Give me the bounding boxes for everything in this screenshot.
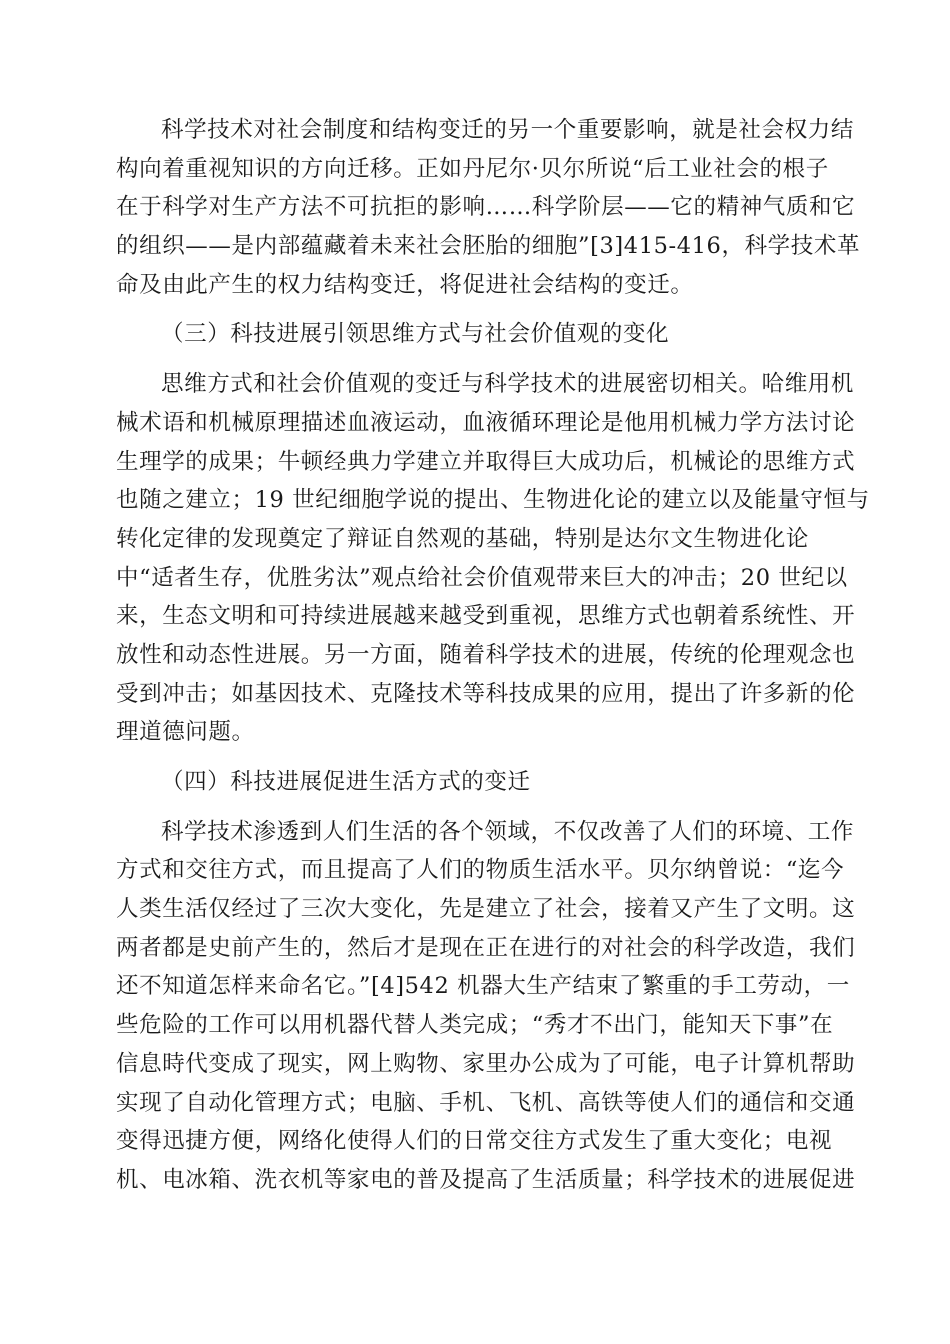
text-line: 还不知道怎样来命名它。”[4]542 机器大生产结束了繁重的手工劳动，一 — [116, 973, 850, 1000]
text-line: 转化定律的发现奠定了辩证自然观的基础，特别是达尔文生物进化论 — [116, 525, 810, 552]
section-heading-3: （三）科技进展引领思维方式与社会价值观的变化 — [161, 321, 670, 348]
text-line: 科学技术渗透到人们生活的各个领域，不仅改善了人们的环境、工作 — [161, 818, 855, 845]
text-line: 思维方式和社会价值观的变迁与科学技术的进展密切相关。哈维用机 — [161, 371, 855, 398]
text-line: 受到冲击；如基因技术、克隆技术等科技成果的应用，提出了许多新的伦 — [116, 680, 856, 707]
text-line: 科学技术对社会制度和结构变迁的另一个重要影响，就是社会权力结 — [161, 117, 855, 143]
text-line: 也随之建立；19 世纪细胞学说的提出、生物进化论的建立以及能量守恒与 — [116, 487, 870, 514]
text-line: 信息時代变成了现实，网上购物、家里办公成为了可能，电子计算机帮助 — [116, 1050, 856, 1077]
text-line: 命及由此产生的权力结构变迁，将促进社会结构的变迁。 — [116, 271, 694, 298]
text-line: 放性和动态性进展。另一方面，随着科学技术的进展，传统的伦理观念也 — [116, 641, 856, 668]
paragraph-gap — [116, 304, 836, 315]
paragraph-gap — [116, 752, 836, 763]
text-line: 械术语和机械原理描述血液运动，血液循环理论是他用机械力学方法讨论 — [116, 409, 856, 436]
text-line: 变得迅捷方便，网络化使得人们的日常交往方式发生了重大变化；电视 — [116, 1128, 833, 1155]
document-body — [116, 111, 870, 1200]
text-line: 理道德问题。 — [116, 719, 255, 746]
text-line: 人类生活仅经过了三次大变化，先是建立了社会，接着又产生了文明。这 — [116, 896, 856, 923]
text-line: 两者都是史前产生的，然后才是现在正在进行的对社会的科学改造，我们 — [116, 934, 856, 961]
text-line: 的组织——是内部蕴藏着未来社会胚胎的细胞”[3]415-416，科学技术革 — [116, 233, 861, 260]
text-line: 来，生态文明和可持续进展越来越受到重视，思维方式也朝着系统性、开 — [116, 603, 856, 630]
text-line: 构向着重视知识的方向迁移。正如丹尼尔·贝尔所说“后工业社会的根子 — [116, 155, 829, 182]
paragraph-lifestyle — [116, 813, 856, 1200]
paragraph-gap — [116, 354, 836, 365]
text-line: 方式和交往方式，而且提高了人们的物质生活水平。贝尔纳曾说：“迄今 — [116, 857, 845, 884]
paragraph-gap — [116, 802, 836, 813]
text-line: 在于科学对生产方法不可抗拒的影响……科学阶层——它的精神气质和它 — [116, 194, 856, 221]
text-line: 中“适者生存，优胜劣汰”观点给社会价值观带来巨大的冲击；20 世纪以 — [116, 564, 848, 591]
text-line: 机、电冰箱、洗衣机等家电的普及提高了生活质量；科学技术的进展促进 — [116, 1166, 856, 1193]
paragraph-thinking-values — [116, 365, 870, 752]
paragraph-power-structure — [116, 111, 861, 304]
text-line: 些危险的工作可以用机器代替人类完成；“秀才不出门，能知天下事”在 — [116, 1012, 834, 1039]
text-line: 实现了自动化管理方式；电脑、手机、飞机、高铁等使人们的通信和交通 — [116, 1089, 856, 1116]
text-line: 生理学的成果；牛顿经典力学建立并取得巨大成功后，机械论的思维方式 — [116, 448, 856, 475]
section-heading-4: （四）科技进展促进生活方式的变迁 — [161, 769, 531, 795]
